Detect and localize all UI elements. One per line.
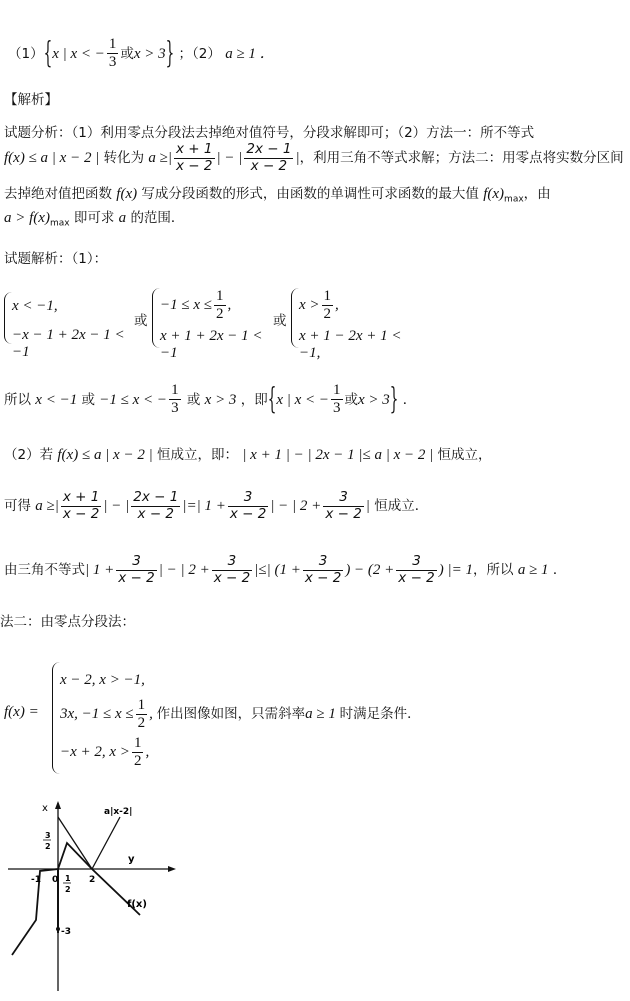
abs-line-left [58,817,92,869]
part2-line-1: （2）若 f(x) ≤ a | x − 2 | 恒成立，即： | x + 1 | − | 2x − 1 |≤ a | x − 2 | 恒成立， [4,447,492,463]
fraction: $\frac{x + 1}{x - 2}$ [62,489,100,522]
left-brace: { [43,35,53,72]
piecewise-function: x − 2, x > −1, 3x, −1 ≤ x ≤ $\frac{1}{2}$ , 作出图像如图，只需斜率a ≥ 1 时满足条件． −x + 2, x > $\frac{1}{2}$ , [52,662,452,774]
part2-line-3: 由三角不等式| 1 + $\frac{3}{x - 2}$ | − | 2 + $\frac{3}{x - 2}$ |≤| (1 + $\frac{3}{x - 2}$ ) − (2 + $\frac{3}{x - 2}$ ) |= 1，所以 a ≥ 1 ． [4,553,567,586]
answer-set-start: x | x < − [52,45,105,62]
tick-minus-1: -1 [31,875,41,885]
left-brace: { [267,381,277,418]
answer-part1-label: （1） [8,45,44,62]
label-x: x [42,803,48,814]
function-graph [0,795,180,995]
fraction: $\frac{3}{x - 2}$ [213,553,251,586]
fraction: $\frac{1}{3}$ [333,382,341,417]
label-y: y [128,854,135,865]
fraction: $\frac{1}{2}$ [323,288,332,323]
system-3: x > $\frac{1}{2}$ , x + 1 − 2x + 1 < −1, [291,288,421,348]
analysis-heading: 【解析】 [4,92,58,108]
answer-set-end: x > 3 [133,45,166,62]
method2-title: 法二：由零点分段法： [0,614,135,630]
axis-arrow-right [168,866,176,872]
part2-line-2: 可得 a ≥| $\frac{x + 1}{x - 2}$ | − | $\frac{2x - 1}{x - 2}$ |=| 1 + $\frac{3}{x - 2}$ | − | 2 + $\frac{3}{x - 2}$ | 恒成立． [4,489,429,522]
or-1: 或 [134,313,148,329]
point-marker [56,927,60,931]
fraction: $\frac{1}{2}$ [137,697,146,732]
tick-three-halves-num: 3 [45,831,51,840]
analysis-line-3: 去掉绝对值把函数 f(x) 写成分段函数的形式，由函数的单调性可求函数的最大值 $f(x)_{max}$，由 [4,186,551,205]
label-a-abs: a|x-2| [104,807,133,817]
or-2: 或 [273,313,287,329]
analysis-line-2: f(x) ≤ a | x − 2 | 转化为 a ≥| $\frac{x + 1}{x - 2}$ | − | $\frac{2x - 1}{x - 2}$ |，利用三角不等式求解；方法二：用零点将实数分区间 [4,141,624,174]
answer-or: 或 [120,45,134,62]
analysis-line-1: 试题分析：（1）利用零点分段法去掉绝对值符号，分段求解即可；（2）方法一：所不等式 [4,125,535,141]
tick-minus-3: -3 [61,927,71,937]
answer-fraction: $\frac{1}{3}$ [108,36,117,71]
analysis-line-4: $a > f(x)_{max}$ 即可求 a 的范围． [4,210,185,229]
answer-separator: ；（2） [178,45,221,62]
fraction: $\frac{1}{3}$ [171,382,179,417]
answer-line [8,36,275,72]
fraction: $\frac{2x - 1}{x - 2}$ [246,141,292,174]
tick-half-den: 2 [65,885,71,894]
right-brace: } [165,35,175,72]
fraction: $\frac{2x - 1}{x - 2}$ [133,489,179,522]
fraction: $\frac{1}{2}$ [216,288,224,323]
label-fx: f(x) [127,899,147,910]
answer-part2: a ≥ 1 ． [225,45,275,62]
tick-2: 2 [89,875,96,885]
system-2: −1 ≤ x ≤ $\frac{1}{2}$ , x + 1 + 2x − 1 < −1 [152,288,272,348]
piecewise-lhs: f(x) = [4,704,39,720]
fraction: $\frac{3}{x - 2}$ [304,553,342,586]
fraction: $\frac{3}{x - 2}$ [398,553,435,586]
tick-0: 0 [52,875,59,885]
system-1: x < −1, −x − 1 + 2x − 1 < −1 [4,292,134,344]
fraction: $\frac{x + 1}{x - 2}$ [176,141,213,174]
fraction: $\frac{3}{x - 2}$ [118,553,155,586]
abs-line-right [92,817,120,869]
tick-three-halves-den: 2 [45,842,51,851]
fraction: $\frac{3}{x - 2}$ [229,489,267,522]
fraction: $\frac{3}{x - 2}$ [325,489,362,522]
fraction: $\frac{1}{2}$ [133,734,142,769]
tick-half-num: 1 [65,874,71,883]
solution-conclusion: 所以 x < −1 或 −1 ≤ x < − $\frac{1}{3}$ 或 x > 3 ，即{x | x < − $\frac{1}{3}$ 或x > 3} ． [4,381,417,418]
right-brace: } [389,381,399,418]
axis-arrow-up [55,801,61,809]
solution-title: 试题解析：（1）： [4,251,108,267]
fx-curve [12,843,140,955]
